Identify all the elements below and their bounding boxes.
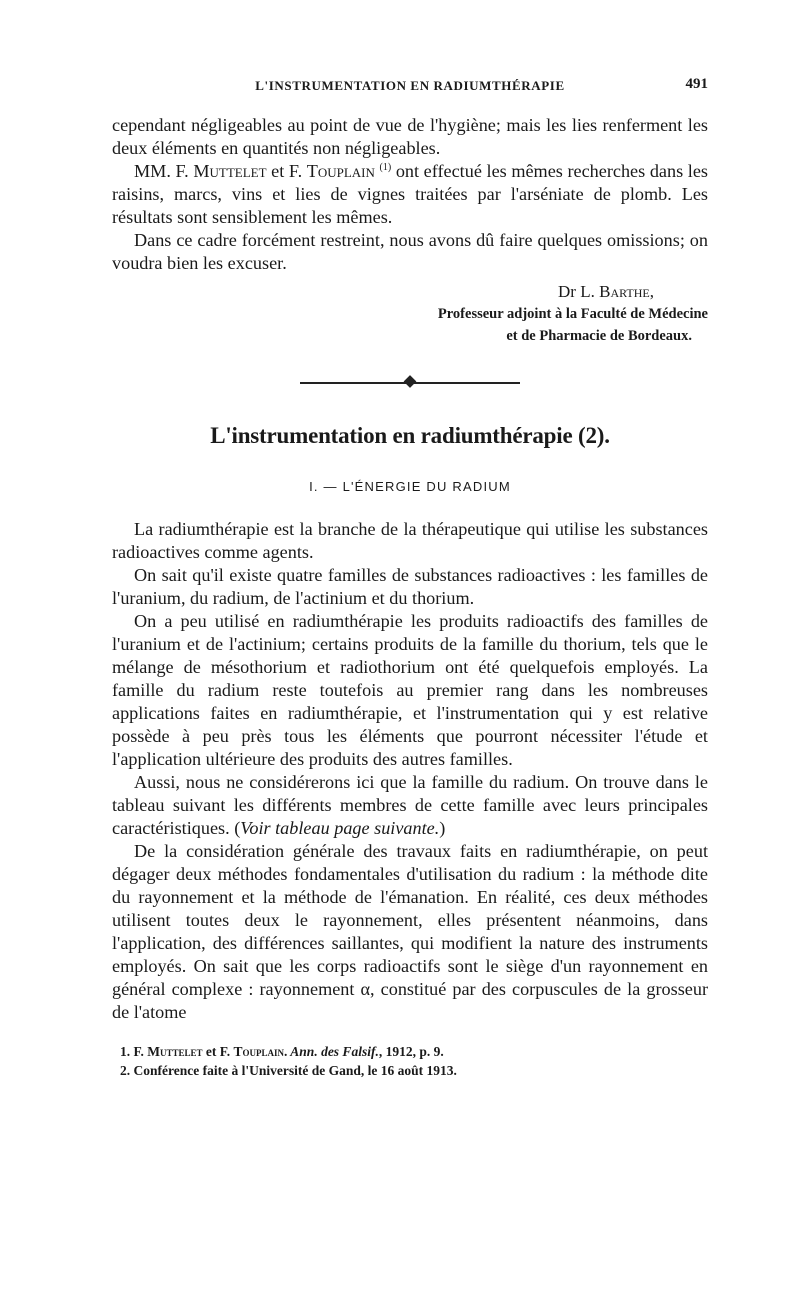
footnote-number: 2. [120, 1063, 131, 1078]
affiliation [112, 303, 708, 347]
paragraph-text: La radiumthérapie est la branche de la thérapeutique qui utilise les substances radioactives comme agents. [112, 519, 708, 562]
cross-reference: Voir tableau page suivante. [240, 818, 440, 838]
paragraph-text: cependant négligeables au point de vue de l'hygiène; mais les lies renferment les deux éléments en quantités non négligeables. [112, 115, 708, 158]
footnote-ref[interactable]: (2). [578, 423, 610, 448]
footnote-text: , 1912, p. 9. [378, 1044, 444, 1059]
subsection-heading: I. — L'ÉNERGIE DU RADIUM [309, 479, 511, 494]
paragraph-text: MM. F. [134, 161, 194, 181]
author-name: Touplain [306, 161, 375, 181]
signature-name: Barthe [599, 282, 650, 301]
paragraph-text: Aussi, nous ne considérerons ici que la famille du radium. On trouve dans le tableau suivant les différents membres de cette famille avec leurs principales caractéristiques. ( [112, 772, 708, 838]
affiliation-line: et de Pharmacie de Bordeaux. [506, 328, 692, 344]
paragraph-text: Dans ce cadre forcément restreint, nous avons dû faire quelques omissions; on voudra bien les excuser. [112, 230, 708, 273]
signature [112, 281, 708, 303]
paragraph [112, 610, 708, 771]
paragraph-text: ) [439, 818, 446, 838]
section-divider [300, 373, 520, 393]
article-title [112, 423, 708, 449]
journal-title: Ann. des Falsif. [287, 1044, 379, 1059]
page-number: 491 [685, 76, 708, 92]
paragraph-text: On a peu utilisé en radiumthérapie les produits radioactifs des familles de l'uranium et de l'actinium; certains produits de la famille du thorium, tels que le mélange de mésothorium et radiothorium ont été quelquefois employés. La famille du radium reste toutefois au premier rang dans les nombreuses applications faites en radiumthérapie, et l'instrumentation qui y est relative possède à peu près tous les éléments que pourront nécessiter l'étude et l'application ultérieure des produits des autres familles. [112, 611, 708, 769]
paragraph-text: On sait qu'il existe quatre familles de substances radioactives : les familles de l'uranium, du radium, de l'actinium et du thorium. [112, 565, 708, 608]
footnote-number: 1. [120, 1044, 131, 1059]
author-name: Muttelet [193, 161, 267, 181]
footnote-text: Conférence faite à l'Université de Gand, le 16 août 1913. [130, 1063, 457, 1078]
footnote [112, 1042, 708, 1061]
paragraph [112, 229, 708, 275]
article-title-text: L'instrumentation en radiumthérapie [210, 423, 573, 448]
author-name: Touplain. [233, 1044, 288, 1059]
running-title: L'INSTRUMENTATION EN RADIUMTHÉRAPIE [255, 78, 565, 93]
paragraph-text: De la considération générale des travaux faits en radiumthérapie, on peut dégager deux méthodes fondamentales d'utilisation du radium : la méthode dite du rayonnement et la méthode de l'émanation. En réalité, ces deux méthodes utilisent toutes deux le rayonnement, elles présentent néanmoins, dans l'application, des différences saillantes, qui modifient la nature des instruments employés. On sait que les corps radioactifs sont le siège d'un rayonnement en général complexe : rayonnement α, constitué par des corpuscules de la grosseur de l'atome [112, 841, 708, 1022]
footnotes [112, 1042, 708, 1080]
paragraph [112, 840, 708, 1024]
footnote-text: et F. [202, 1044, 234, 1059]
author-name: Muttelet [147, 1044, 203, 1059]
footnote-ref[interactable]: (1) [379, 161, 392, 173]
signature-initial: L. [575, 282, 600, 301]
paragraph [112, 518, 708, 564]
paragraph [112, 564, 708, 610]
document-page [112, 72, 708, 1080]
paragraph-text: et F. [266, 161, 307, 181]
paragraph [112, 160, 708, 229]
footnote-text: F. [130, 1044, 148, 1059]
paragraph [112, 771, 708, 840]
first-article-ending [112, 114, 708, 347]
diamond-ornament-icon [404, 375, 417, 388]
signature-punct: , [649, 282, 654, 301]
signature-title: Dr [558, 282, 576, 301]
paragraph [112, 114, 708, 160]
affiliation-line: Professeur adjoint à la Faculté de Médecine [437, 306, 708, 322]
footnote [112, 1061, 708, 1080]
paragraph-text: ont effectué les mêmes recherches dans les raisins, marcs, vins et lies de vignes traitées par l'arséniate de plomb. Les résultats sont sensiblement les mêmes. [112, 161, 708, 227]
running-header [112, 72, 708, 100]
